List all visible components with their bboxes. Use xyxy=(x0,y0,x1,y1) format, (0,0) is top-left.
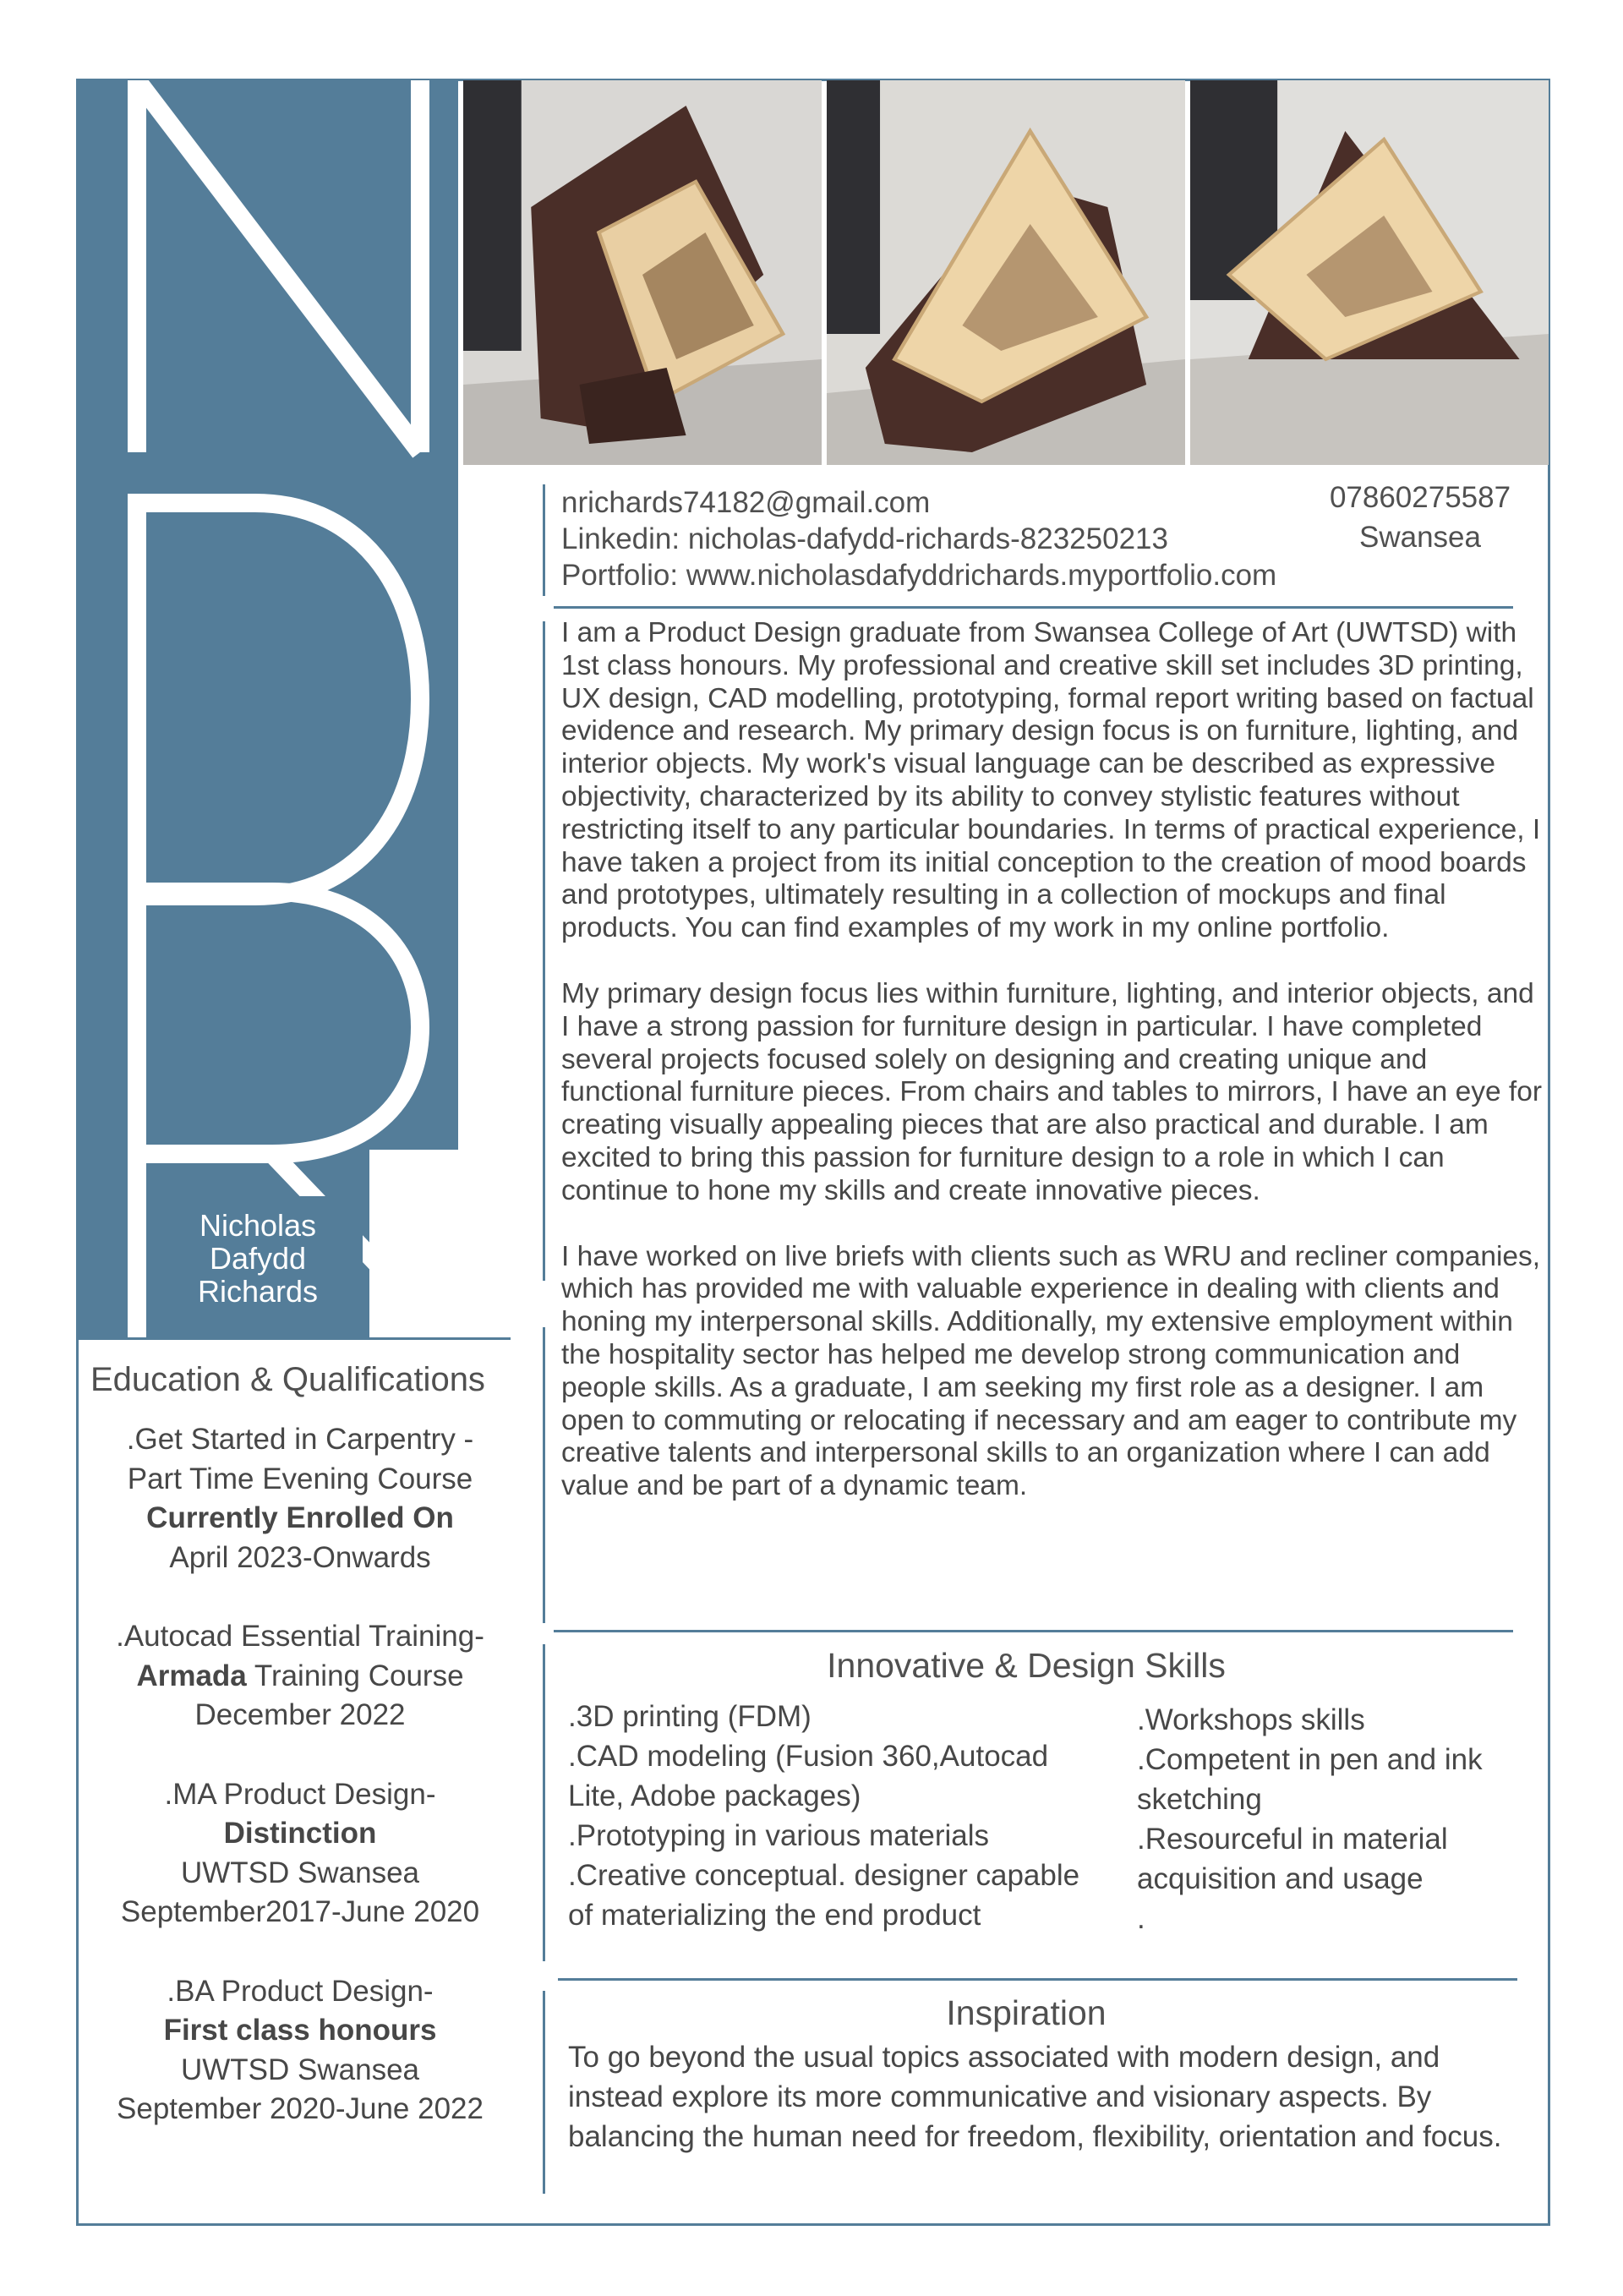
about-divider xyxy=(543,1327,545,1623)
course-title: .Autocad Essential Training- xyxy=(116,1620,484,1653)
name-line: Dafydd xyxy=(209,1241,307,1276)
section-divider xyxy=(90,1337,511,1340)
skill-item: .Workshops skills xyxy=(1137,1703,1365,1736)
monogram-ndr xyxy=(78,80,467,1340)
profile-paragraph: I am a Product Design graduate from Swansea College of Art (UWTSD) with 1st class honours. My professional and creative skill set includes 3D printing, UX design, CAD modelling, prototyping, formal report writing based on factual evidence and research. My primary design focus is on furniture, lighting, and interior objects. My work's visual language can be described as expressive objectivity, characterized by its ability to convey stylistic features without restricting itself to any particular boundaries. In terms of practical experience, I have taken a project from its initial conception to the creation of mood boards and prototypes, ultimately resulting in a collection of mockups and final products. You can find examples of my work in my online portfolio. xyxy=(561,617,1541,944)
course-dates: December 2022 xyxy=(194,1698,406,1731)
course-institution: UWTSD Swansea xyxy=(180,2053,420,2086)
course-status: Currently Enrolled On xyxy=(146,1501,454,1534)
inspiration-text: To go beyond the usual topics associated with modern design, and instead explore its more communicative and visionary aspects. By balancing the human need for freedom, flexibility, orientation and focus. xyxy=(568,2041,1502,2153)
course-title: .Get Started in Carpentry - xyxy=(126,1423,474,1456)
skill-item: .CAD modeling (Fusion 360,Autocad Lite, Adobe packages) xyxy=(568,1740,1049,1812)
portfolio-link[interactable]: Portfolio: www.nicholasdafyddrichards.myportfolio.com xyxy=(561,559,1277,592)
course-title: .MA Product Design- xyxy=(164,1777,436,1811)
profile-summary xyxy=(561,617,1544,1536)
section-divider xyxy=(554,1630,1513,1632)
education-list xyxy=(85,1420,516,2169)
full-name xyxy=(178,1209,338,1308)
skills-heading: Innovative & Design Skills xyxy=(827,1646,1226,1685)
course-dates: April 2023-Onwards xyxy=(169,1540,431,1574)
monogram-letter-n xyxy=(137,80,420,452)
monogram-letter-d xyxy=(137,503,420,896)
course-type: Training Course xyxy=(246,1659,464,1692)
skill-item: .Prototyping in various materials xyxy=(568,1819,989,1852)
skills-divider xyxy=(543,1644,545,1961)
inspiration-divider xyxy=(543,1991,545,2194)
education-item xyxy=(85,1972,516,2129)
name-line: Richards xyxy=(197,1274,319,1309)
skills-list-right xyxy=(1137,1700,1534,1938)
section-divider xyxy=(558,1978,1517,1981)
about-divider xyxy=(543,621,545,1281)
education-heading: Education & Qualifications xyxy=(90,1361,485,1398)
skill-item: .Creative conceptual. designer capable of materializing the end product xyxy=(568,1859,1080,1932)
course-title: .BA Product Design- xyxy=(167,1974,434,2008)
education-item xyxy=(85,1775,516,1932)
profile-paragraph: I have worked on live briefs with clients such as WRU and recliner companies, which has provided me with valuable experience in dealing with clients and honing my interpersonal skills. Additionally, my extensive employment within the hospitality sector has helped me develop strong communication and people skills. As a graduate, I am seeking my first role as a designer. I am open to commuting or relocating if necessary and am eager to contribute my creative talents and interpersonal skills to an organization where I can add value and be part of a dynamic team. xyxy=(561,1240,1541,1502)
section-divider xyxy=(554,606,1513,609)
email-link[interactable]: nrichards74182@gmail.com xyxy=(561,486,931,519)
course-provider: Armada xyxy=(136,1659,247,1692)
skill-item: .3D printing (FDM) xyxy=(568,1700,812,1733)
course-detail: Part Time Evening Course xyxy=(127,1462,473,1495)
linkedin-link[interactable]: Linkedin: nicholas-dafydd-richards-823250213 xyxy=(561,522,1168,555)
product-photos xyxy=(463,80,1549,465)
location: Swansea xyxy=(1359,521,1481,554)
chair-photo-1 xyxy=(463,80,822,465)
education-item xyxy=(85,1420,516,1577)
name-line: Nicholas xyxy=(199,1208,317,1243)
contact-divider xyxy=(543,484,545,596)
contact-details xyxy=(561,484,1276,593)
education-item xyxy=(85,1617,516,1736)
chair-photo-3 xyxy=(1190,80,1549,465)
profile-paragraph: My primary design focus lies within furniture, lighting, and interior objects, and I have a strong passion for furniture design in particular. I have completed several projects focused solely on designing and creating unique and functional furniture pieces. From chairs and tables to mirrors, I have an eye for creating visually appealing pieces that are also practical and durable. I am excited to bring this passion for furniture design to a role in which I can continue to hone my skills and create innovative pieces. xyxy=(561,977,1543,1206)
inspiration-heading: Inspiration xyxy=(946,1993,1107,2032)
course-dates: September 2020-June 2022 xyxy=(117,2092,484,2125)
course-grade: First class honours xyxy=(163,2014,437,2047)
contact-secondary xyxy=(1310,478,1530,557)
skills-list-left xyxy=(568,1697,1109,1935)
skill-item: .Resourceful in material acquisition and usage xyxy=(1137,1823,1448,1895)
course-institution: UWTSD Swansea xyxy=(180,1856,420,1889)
chair-photo-2 xyxy=(827,80,1185,465)
phone-number[interactable]: 07860275587 xyxy=(1329,481,1511,514)
course-dates: September2017-June 2020 xyxy=(120,1895,480,1928)
skill-item: . xyxy=(1137,1902,1145,1935)
skill-item: .Competent in pen and ink sketching xyxy=(1137,1743,1483,1816)
course-grade: Distinction xyxy=(223,1817,377,1850)
